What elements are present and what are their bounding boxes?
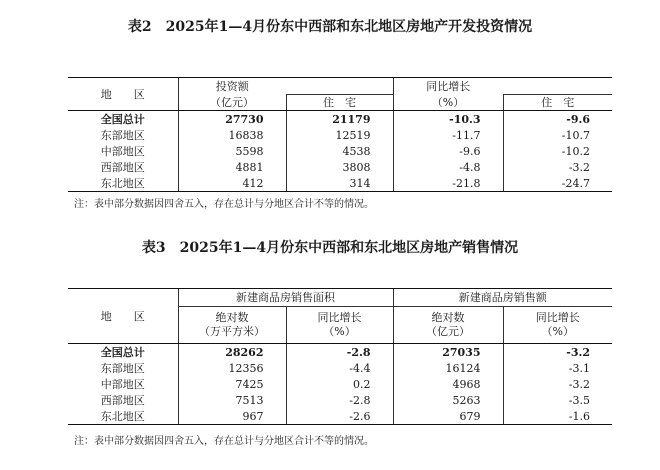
table3-region-header: 地 区 bbox=[68, 289, 178, 344]
residential-value: 21179 bbox=[286, 111, 393, 128]
region-name: 东北地区 bbox=[68, 175, 178, 192]
table-row bbox=[68, 159, 612, 175]
yoy-residential-value: -10.2 bbox=[503, 143, 612, 159]
region-name: 全国总计 bbox=[100, 112, 145, 126]
table3-amount-unit: （亿元） bbox=[426, 325, 470, 338]
table3-sales bbox=[68, 288, 612, 425]
amount-value: 27035 bbox=[393, 344, 503, 361]
table3-area-yoy-unit: （%） bbox=[323, 325, 356, 338]
table2-yoy-unit: （%） bbox=[393, 94, 503, 111]
table-row bbox=[68, 376, 612, 392]
area-yoy-value: -2.8 bbox=[286, 392, 393, 408]
table-row bbox=[68, 127, 612, 143]
table2-residential-header: 住 宅 bbox=[286, 94, 393, 111]
amount-yoy-value: -3.2 bbox=[503, 376, 612, 392]
yoy-value: -21.8 bbox=[393, 175, 503, 192]
table2-note: 注：表中部分数据因四舍五入，存在总计与分地区合计不等的情况。 bbox=[74, 199, 374, 210]
table2-region-header: 地 区 bbox=[68, 78, 178, 111]
table-row bbox=[68, 175, 612, 192]
investment-value: 4881 bbox=[178, 159, 286, 175]
area-yoy-value: -4.4 bbox=[286, 360, 393, 376]
table-row bbox=[68, 143, 612, 159]
region-name: 东北地区 bbox=[68, 408, 178, 425]
residential-value: 314 bbox=[286, 175, 393, 192]
yoy-residential-value: -24.7 bbox=[503, 175, 612, 192]
amount-value: 4968 bbox=[393, 376, 503, 392]
area-value: 7513 bbox=[178, 392, 286, 408]
residential-value: 3808 bbox=[286, 159, 393, 175]
table3-area-unit: （万平方米） bbox=[199, 325, 265, 338]
table-row bbox=[68, 392, 612, 408]
yoy-value: -9.6 bbox=[393, 143, 503, 159]
yoy-value: -4.8 bbox=[393, 159, 503, 175]
region-name: 东部地区 bbox=[100, 128, 145, 142]
region-name: 中部地区 bbox=[100, 144, 145, 158]
table2-investment-header: 投资额 bbox=[178, 78, 286, 95]
residential-value: 4538 bbox=[286, 143, 393, 159]
table2-investment bbox=[68, 77, 612, 192]
table2-investment-unit: （亿元） bbox=[178, 94, 286, 111]
investment-value: 412 bbox=[178, 175, 286, 192]
region-name: 中部地区 bbox=[100, 377, 145, 391]
amount-yoy-value: -3.1 bbox=[503, 360, 612, 376]
investment-value: 27730 bbox=[178, 111, 286, 128]
table3-amount-yoy-unit: （%） bbox=[541, 325, 574, 338]
area-yoy-value: -2.6 bbox=[286, 408, 393, 425]
yoy-value: -11.7 bbox=[393, 127, 503, 143]
table3-amount-group-header: 新建商品房销售额 bbox=[393, 289, 612, 307]
table2-yoy-residential-header: 住 宅 bbox=[503, 94, 612, 111]
residential-value: 12519 bbox=[286, 127, 393, 143]
table-row bbox=[68, 360, 612, 376]
table2-yoy-header: 同比增长 bbox=[393, 78, 503, 95]
table-row bbox=[68, 408, 612, 425]
table-row bbox=[68, 344, 612, 361]
area-value: 12356 bbox=[178, 360, 286, 376]
investment-value: 5598 bbox=[178, 143, 286, 159]
area-yoy-value: 0.2 bbox=[286, 376, 393, 392]
region-name: 西部地区 bbox=[100, 393, 145, 407]
area-value: 28262 bbox=[178, 344, 286, 361]
area-value: 967 bbox=[178, 408, 286, 425]
area-yoy-value: -2.8 bbox=[286, 344, 393, 361]
yoy-value: -10.3 bbox=[393, 111, 503, 128]
amount-value: 679 bbox=[393, 408, 503, 425]
table2-title: 表2 2025年1—4月份东中西部和东北地区房地产开发投资情况 bbox=[127, 19, 533, 35]
region-name: 西部地区 bbox=[100, 160, 145, 174]
amount-yoy-value: -3.2 bbox=[503, 344, 612, 361]
amount-yoy-value: -3.5 bbox=[503, 392, 612, 408]
region-name: 东部地区 bbox=[100, 361, 145, 375]
table3-area-yoy-header: 同比增长 bbox=[317, 311, 362, 324]
table3-area-abs-header: 绝对数 bbox=[215, 311, 249, 324]
yoy-residential-value: -10.7 bbox=[503, 127, 612, 143]
amount-value: 16124 bbox=[393, 360, 503, 376]
amount-value: 5263 bbox=[393, 392, 503, 408]
yoy-residential-value: -3.2 bbox=[503, 159, 612, 175]
table-row bbox=[68, 111, 612, 128]
region-name: 全国总计 bbox=[100, 345, 145, 359]
table3-title: 表3 2025年1—4月份东中西部和东北地区房地产销售情况 bbox=[141, 240, 519, 256]
table3-amount-yoy-header: 同比增长 bbox=[535, 311, 580, 324]
table3-note: 注：表中部分数据因四舍五入，存在总计与分地区合计不等的情况。 bbox=[74, 436, 374, 447]
yoy-residential-value: -9.6 bbox=[503, 111, 612, 128]
table3-amount-abs-header: 绝对数 bbox=[431, 311, 465, 324]
investment-value: 16838 bbox=[178, 127, 286, 143]
area-value: 7425 bbox=[178, 376, 286, 392]
table3-area-group-header: 新建商品房销售面积 bbox=[178, 289, 393, 307]
amount-yoy-value: -1.6 bbox=[503, 408, 612, 425]
